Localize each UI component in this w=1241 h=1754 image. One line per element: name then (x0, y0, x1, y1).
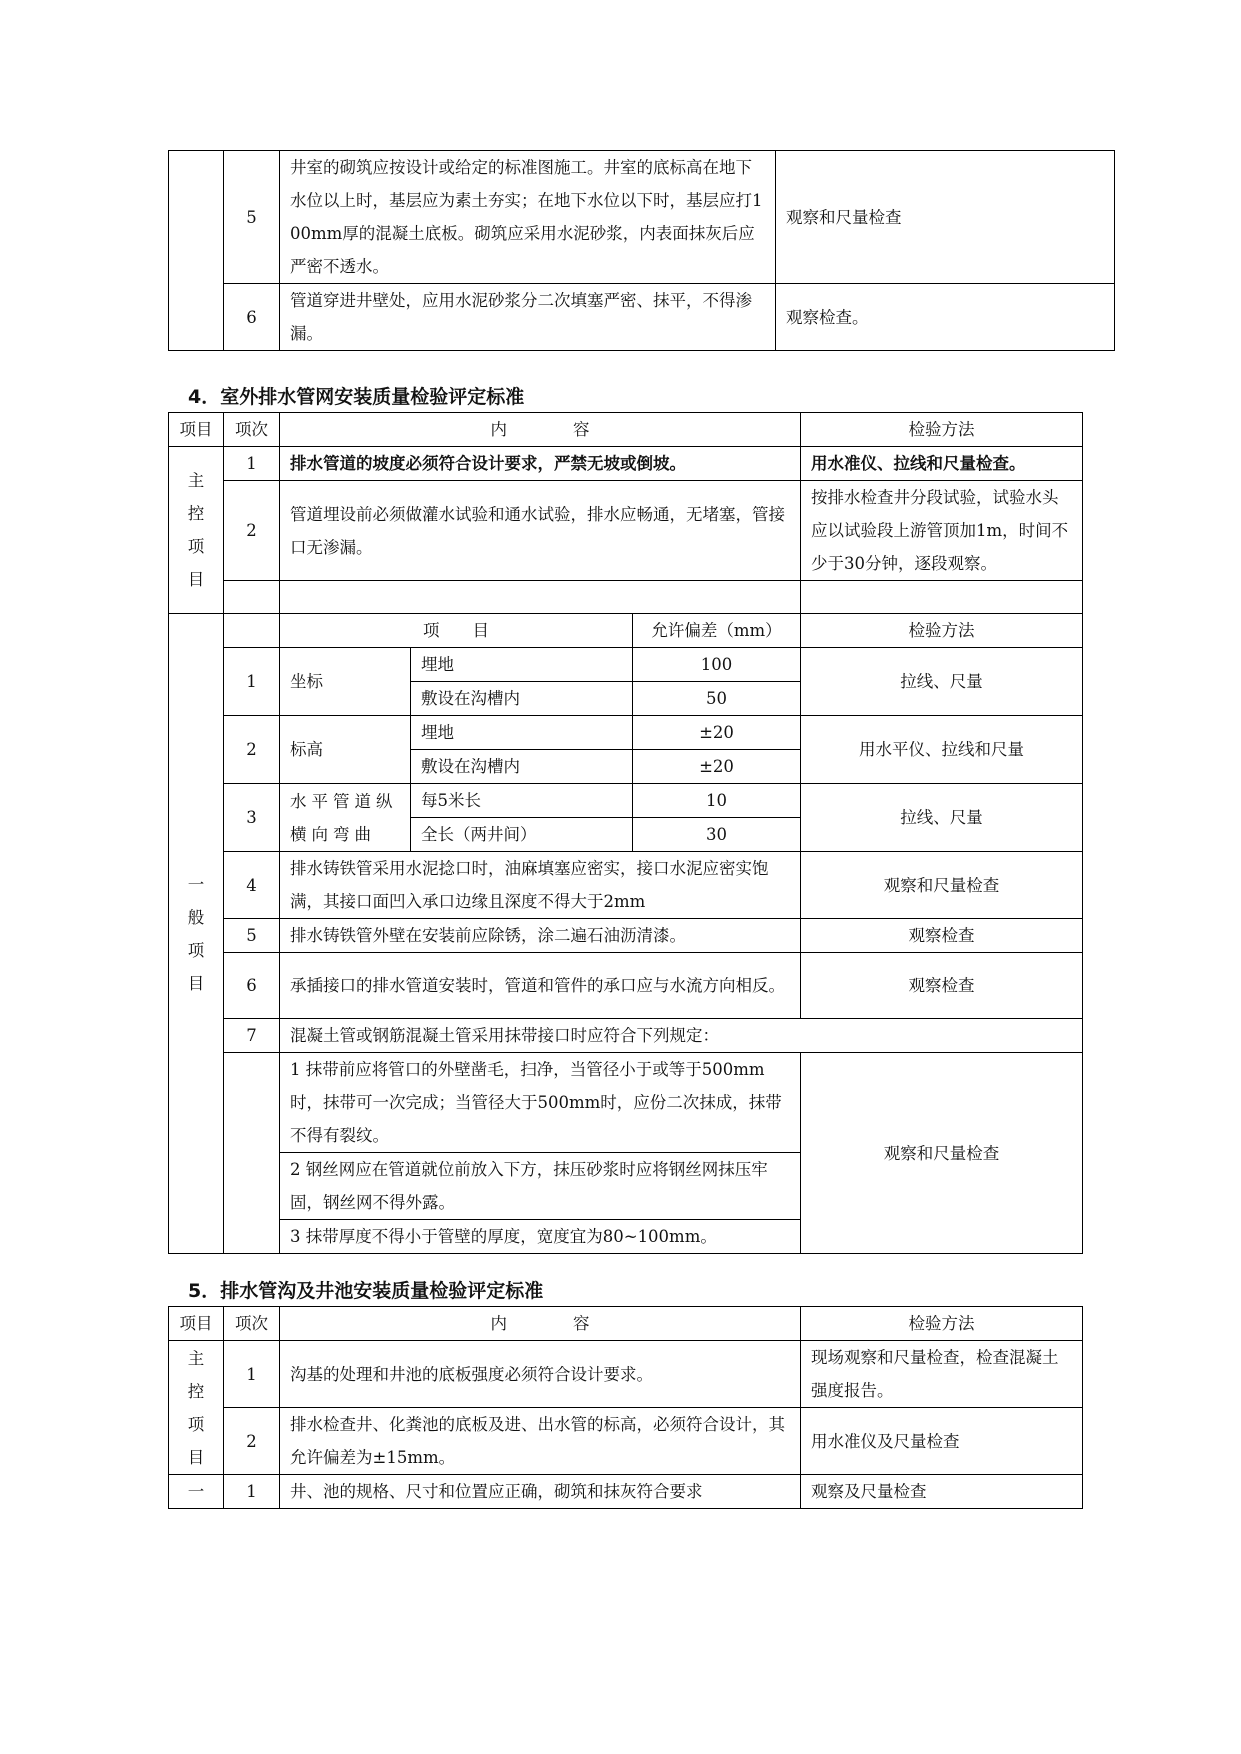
table-row (169, 1053, 1083, 1153)
row-number: 4 (224, 852, 280, 919)
row-content: 排水铸铁管外壁在安装前应除锈，涂二遍石油沥清漆。 (280, 919, 801, 953)
dev-item-name: 坐标 (280, 648, 411, 716)
table-row (169, 1019, 1083, 1053)
row-number: 6 (224, 284, 280, 351)
table-continuation (168, 150, 1115, 351)
row-number: 7 (224, 1019, 280, 1053)
row7-item: 1 抹带前应将管口的外壁凿毛，扫净，当管径小于或等于500mm时，抹带可一次完成；当管径大于500mm时，应份二次抹成，抹带不得有裂纹。 (280, 1053, 801, 1153)
empty-cell (224, 581, 280, 614)
empty-cell (224, 614, 280, 648)
table-section-4 (168, 412, 1083, 1254)
row-content: 井室的砌筑应按设计或给定的标准图施工。井室的底标高在地下水位以上时，基层应为素土夯实；在地下水位以下时，基层应打100mm厚的混凝土底板。砌筑应采用水泥砂浆，内表面抹灰后应严密不透水。 (280, 151, 776, 284)
empty-cell (280, 581, 801, 614)
main-control-label (169, 1341, 224, 1475)
table-row-empty (169, 581, 1083, 614)
table-row (169, 481, 1083, 581)
header-method: 检验方法 (801, 413, 1083, 447)
row-content: 管道穿进井壁处，应用水泥砂浆分二次填塞严密、抹平，不得渗漏。 (280, 284, 776, 351)
main-control-label (169, 447, 224, 614)
row-method: 观察检查。 (776, 284, 1115, 351)
row-number: 5 (224, 919, 280, 953)
row-number: 1 (224, 1475, 280, 1509)
main-control-label-text: 主控项目 (187, 471, 205, 589)
row-content: 排水检查井、化粪池的底板及进、出水管的标高，必须符合设计，其允许偏差为±15mm。 (280, 1408, 801, 1475)
item-category-cell (169, 151, 224, 351)
row-number: 6 (224, 953, 280, 1019)
table-row (169, 648, 1083, 682)
general-label (169, 614, 224, 1254)
header-item: 项目 (169, 1307, 224, 1341)
empty-cell (224, 1053, 280, 1254)
table-header-row (169, 413, 1083, 447)
row-method: 观察检查 (801, 953, 1083, 1019)
table-row (169, 1475, 1083, 1509)
row-method: 拉线、尺量 (801, 648, 1083, 716)
row-method: 按排水检查井分段试验，试验水头应以试验段上游管顶加1m，时间不少于30分钟，逐段观察。 (801, 481, 1083, 581)
row-number: 1 (224, 1341, 280, 1408)
section-4-title: 4．室外排水管网安装质量检验评定标准 (188, 386, 525, 408)
row-number: 5 (224, 151, 280, 284)
header-content: 内 容 (280, 413, 801, 447)
dev-item-name: 水平管道纵横向弯曲 (280, 784, 411, 852)
section-5-title: 5．排水管沟及井池安装质量检验评定标准 (188, 1280, 544, 1302)
table-row (169, 284, 1115, 351)
header-item: 项目 (169, 413, 224, 447)
row-content: 沟基的处理和井池的底板强度必须符合设计要求。 (280, 1341, 801, 1408)
row-content: 承插接口的排水管道安装时，管道和管件的承口应与水流方向相反。 (280, 953, 801, 1019)
row-number: 2 (224, 481, 280, 581)
sub-header-tolerance: 允许偏差（mm） (633, 614, 801, 648)
dev-item-name: 标高 (280, 716, 411, 784)
table-row (169, 953, 1083, 1019)
table-row (169, 1341, 1083, 1408)
row-number: 3 (224, 784, 280, 852)
dev-sub-value: ±20 (633, 750, 801, 784)
table-row (169, 919, 1083, 953)
table-row (169, 852, 1083, 919)
dev-sub-label: 埋地 (411, 648, 633, 682)
dev-sub-label: 全长（两井间） (411, 818, 633, 852)
dev-sub-label: 每5米长 (411, 784, 633, 818)
table-row (169, 1408, 1083, 1475)
row-method: 观察及尺量检查 (801, 1475, 1083, 1509)
table-row (169, 447, 1083, 481)
row-content: 排水铸铁管采用水泥捻口时，油麻填塞应密实，接口水泥应密实饱满，其接口面凹入承口边缘且深度不得大于2mm (280, 852, 801, 919)
row-content: 混凝土管或钢筋混凝土管采用抹带接口时应符合下列规定： (280, 1019, 1083, 1053)
row-method: 观察和尺量检查 (776, 151, 1115, 284)
sub-header-item: 项 目 (280, 614, 633, 648)
main-control-label-text: 主控项目 (187, 1348, 205, 1467)
row-method: 现场观察和尺量检查，检查混凝土强度报告。 (801, 1341, 1083, 1408)
dev-sub-label: 敷设在沟槽内 (411, 682, 633, 716)
row-number: 2 (224, 1408, 280, 1475)
row7-item: 3 抹带厚度不得小于管壁的厚度，宽度宜为80~100mm。 (280, 1220, 801, 1254)
row-method: 用水准仪、拉线和尺量检查。 (801, 447, 1083, 481)
dev-sub-value: 100 (633, 648, 801, 682)
table-header-row (169, 1307, 1083, 1341)
header-order: 项次 (224, 1307, 280, 1341)
header-method: 检验方法 (801, 1307, 1083, 1341)
row-content: 排水管道的坡度必须符合设计要求，严禁无坡或倒坡。 (280, 447, 801, 481)
header-order: 项次 (224, 413, 280, 447)
row-number: 2 (224, 716, 280, 784)
table-row (169, 716, 1083, 750)
table-row (169, 151, 1115, 284)
dev-sub-value: 10 (633, 784, 801, 818)
table-row (169, 784, 1083, 818)
row-content: 管道埋设前必须做灌水试验和通水试验，排水应畅通，无堵塞，管接口无渗漏。 (280, 481, 801, 581)
general-label: 一 (169, 1475, 224, 1509)
row-number: 1 (224, 447, 280, 481)
empty-cell (801, 581, 1083, 614)
table-section-5 (168, 1306, 1083, 1509)
row-method: 拉线、尺量 (801, 784, 1083, 852)
row-number: 1 (224, 648, 280, 716)
header-content: 内 容 (280, 1307, 801, 1341)
dev-sub-value: ±20 (633, 716, 801, 750)
row-method: 用水准仪及尺量检查 (801, 1408, 1083, 1475)
dev-sub-label: 埋地 (411, 716, 633, 750)
dev-sub-value: 30 (633, 818, 801, 852)
dev-sub-value: 50 (633, 682, 801, 716)
row-content: 井、池的规格、尺寸和位置应正确，砌筑和抹灰符合要求 (280, 1475, 801, 1509)
general-label-text: 一般项目 (187, 874, 205, 993)
sub-header-row (169, 614, 1083, 648)
row-method: 观察和尺量检查 (801, 852, 1083, 919)
row-method: 观察检查 (801, 919, 1083, 953)
row7-item: 2 钢丝网应在管道就位前放入下方，抹压砂浆时应将钢丝网抹压牢固，钢丝网不得外露。 (280, 1153, 801, 1220)
sub-header-method: 检验方法 (801, 614, 1083, 648)
row-method: 用水平仪、拉线和尺量 (801, 716, 1083, 784)
dev-sub-label: 敷设在沟槽内 (411, 750, 633, 784)
row-method: 观察和尺量检查 (801, 1053, 1083, 1254)
